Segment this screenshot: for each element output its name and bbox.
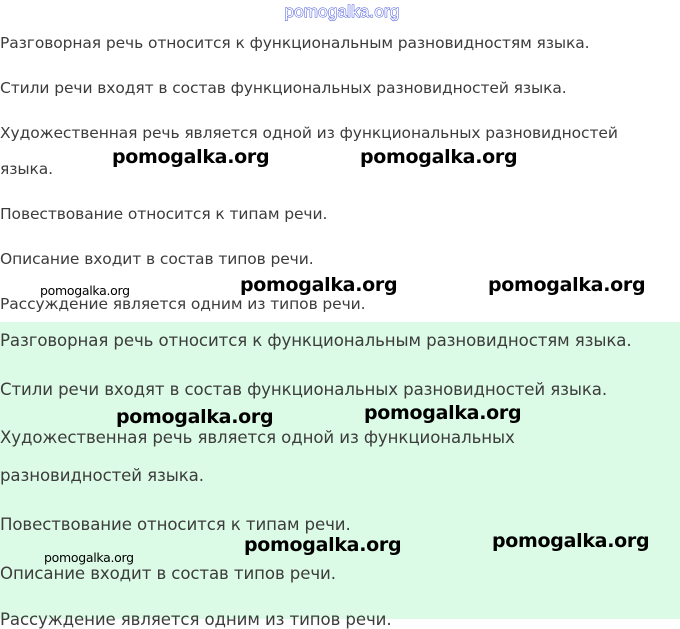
watermark: pomogalka.org bbox=[488, 274, 646, 296]
text-line: Стили речи входят в состав функциональных разновидностей языка. bbox=[0, 79, 567, 97]
watermark: pomogalka.org bbox=[360, 146, 518, 168]
text-line: Описание входит в состав типов речи. bbox=[0, 250, 314, 268]
watermark: pomogalka.org bbox=[492, 530, 650, 552]
watermark: pomogalka.org bbox=[40, 283, 130, 298]
text-line: Стили речи входят в состав функциональных разновидностей языка. bbox=[0, 380, 608, 399]
site-header-link[interactable]: pomogalka.org bbox=[284, 2, 400, 21]
text-line: Разговорная речь относится к функциональным разновидностям языка. bbox=[0, 34, 590, 52]
watermark: pomogalka.org bbox=[116, 406, 274, 428]
watermark: pomogalka.org bbox=[364, 402, 522, 424]
text-line: разновидностей языка. bbox=[0, 466, 204, 485]
text-line: Повествование относится к типам речи. bbox=[0, 515, 351, 534]
watermark: pomogalka.org bbox=[240, 274, 398, 296]
text-line: Художественная речь является одной из функциональных bbox=[0, 428, 515, 447]
text-line: Описание входит в состав типов речи. bbox=[0, 564, 336, 583]
watermark: pomogalka.org bbox=[44, 550, 134, 565]
text-line: Рассуждение является одним из типов речи. bbox=[0, 610, 392, 629]
text-line: Художественная речь является одной из функциональных разновидностей bbox=[0, 124, 618, 142]
watermark: pomogalka.org bbox=[244, 534, 402, 556]
text-line: языка. bbox=[0, 160, 53, 178]
text-line: Повествование относится к типам речи. bbox=[0, 205, 328, 223]
text-line: Разговорная речь относится к функциональным разновидностям языка. bbox=[0, 331, 632, 350]
watermark: pomogalka.org bbox=[112, 146, 270, 168]
text-line: Рассуждение является одним из типов речи. bbox=[0, 295, 366, 313]
